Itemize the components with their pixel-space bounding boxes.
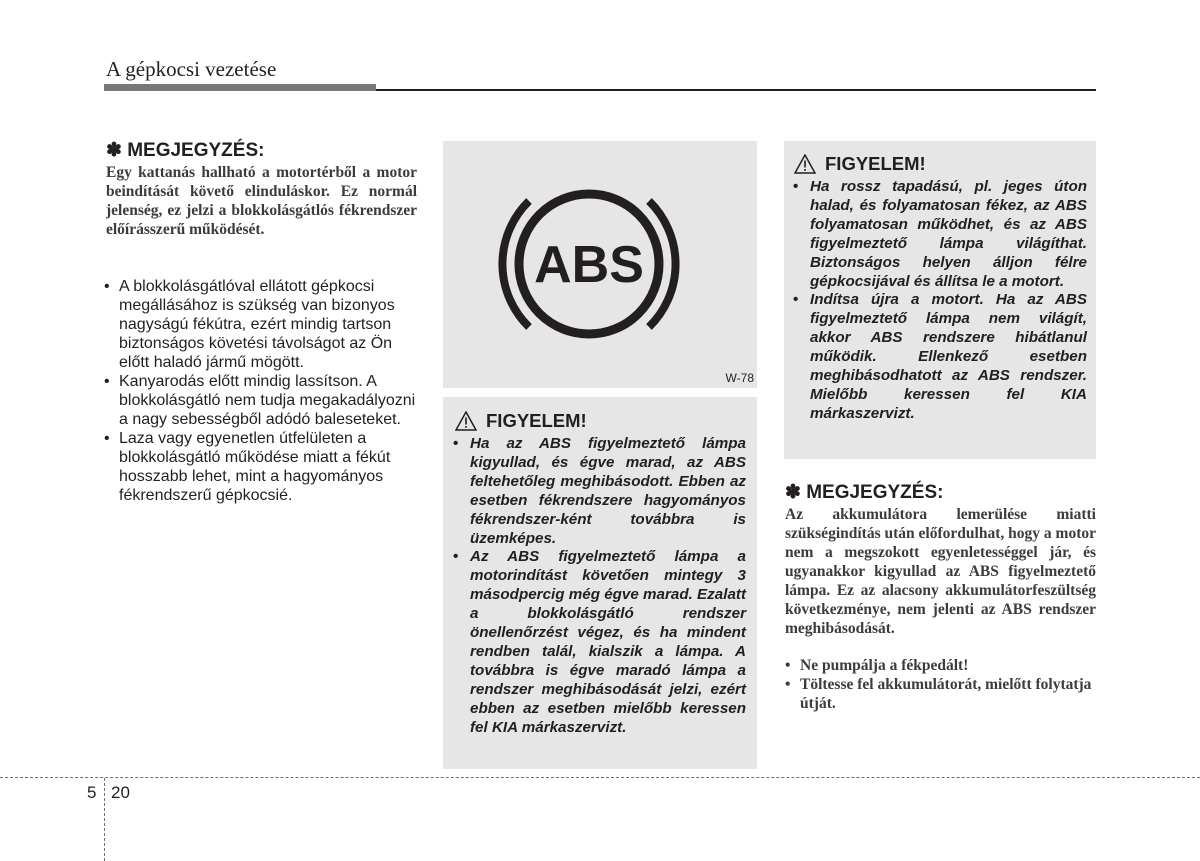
warning-list bbox=[793, 178, 1087, 424]
bullet-list bbox=[104, 277, 417, 505]
footer-rule bbox=[0, 777, 1200, 778]
list-item: • Kanyarodás előtt mindig lassítson. A blokkolásgátló nem tudja megakadályozni a nagy sebességből adódó baleseteket. bbox=[104, 373, 416, 428]
warning-list bbox=[453, 435, 746, 738]
list-item: • Ha az ABS figyelmeztető lámpa kigyullad, és égve marad, az ABS feltehetőleg meghibásodott. Ebben az esetben fékrendszere hagyományos fékrendszer-ként továbbra is üzemképes. bbox=[453, 435, 746, 547]
chapter-number: 5 bbox=[87, 783, 97, 802]
warning-heading: FIGYELEM! bbox=[486, 410, 587, 431]
list-item: • Az ABS figyelmeztető lámpa a motorindítást követően mintegy 3 másodpercig még égve marad. Ezalatt a blokkolásgátló rendszer önellenőrzést végez, és ha mindent rendben talál, kialszik a lámpa. A továbbra is égve maradó lámpa a rendszer meghibásodását jelzi, ezért ebben az esetben mielőbb keressen fel KIA márkaszervizt. bbox=[453, 548, 747, 736]
warning-box bbox=[443, 397, 757, 769]
abs-warning-lamp-icon bbox=[443, 141, 757, 388]
list-item: • Ha rossz tapadású, pl. jeges úton halad, és folyamatosan fékez, az ABS folyamatosan működhet, és az ABS figyelmeztető lámpa világíthat. Biztonságos helyen álljon félre gépkocsijával és állítsa le a motort. bbox=[793, 178, 1087, 290]
list-item: • Ne pumpálja a fékpedált! bbox=[785, 657, 969, 674]
page-number: 20 bbox=[111, 783, 130, 802]
header-rule-accent bbox=[104, 84, 376, 91]
abs-lamp-label: ABS bbox=[534, 236, 644, 294]
note-text: Egy kattanás hallható a motortérből a motor beindítását követő elinduláskor. Ez normál jelenség, ez jelzi a blokkolásgátlós fékrendszer előírásszerű működését. bbox=[106, 164, 417, 238]
abs-figure bbox=[443, 141, 757, 388]
list-item: • Indítsa újra a motort. Ha az ABS figyelmeztető lámpa nem világít, akkor ABS rendszere hibátlanul működik. Ellenkező esetben meghibásodhatott az ABS rendszer. Mielőbb keressen fel KIA márkaszervizt. bbox=[793, 291, 1087, 422]
list-item: • Töltesse fel akkumulátorát, mielőtt folytatja útját. bbox=[785, 676, 1092, 712]
page-header-title: A gépkocsi vezetése bbox=[106, 57, 277, 81]
warning-box bbox=[784, 141, 1096, 459]
footer-divider bbox=[104, 778, 105, 861]
list-item: • A blokkolásgátlóval ellátott gépkocsi megállásához is szükség van bizonyos nagyságú fékútra, ezért mindig tartson biztonságos követési távolságot az Ön előtt haladó jármű mögött. bbox=[104, 278, 395, 371]
note-text: Az akkumulátora lemerülése miatti szükségindítás után előfordulhat, hogy a motor nem a megszokott egyenletességgel jár, és ugyanakkor kigyullad az ABS figyelmeztető lámpa. Ez az alacsony akkumulátorfeszültség következménye, nem jelenti az ABS rendszer meghibásodását. bbox=[785, 506, 1096, 637]
warning-triangle-icon bbox=[794, 154, 816, 174]
warning-heading: FIGYELEM! bbox=[825, 153, 926, 174]
figure-code: W-78 bbox=[725, 371, 754, 385]
list-item: • Laza vagy egyenetlen útfelületen a blokkolásgátló működése miatt a fékút hosszabb lehet, mint a hagyományos fékrendszerű gépkocsié. bbox=[104, 430, 391, 504]
warning-triangle-icon bbox=[455, 411, 477, 431]
bullet-list bbox=[785, 656, 1096, 713]
note-heading: ✽ MEGJEGYZÉS: bbox=[106, 140, 265, 161]
note-heading: ✽ MEGJEGYZÉS: bbox=[785, 482, 944, 503]
